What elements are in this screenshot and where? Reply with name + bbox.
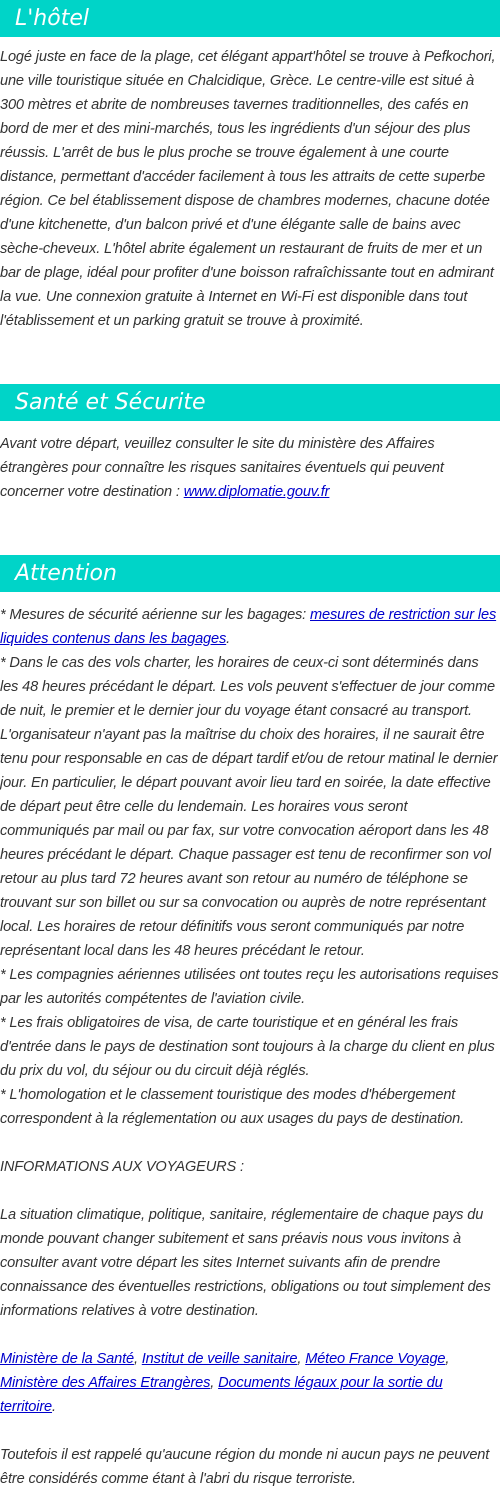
link-meteo-france[interactable]: Méteo France Voyage xyxy=(305,1351,446,1367)
section-title-health: Santé et Sécurite xyxy=(0,384,500,421)
situation-text: La situation climatique, politique, sanitaire, réglementaire de chaque pays du monde pouvant changer subitement et sans préavis nous vous invitons à consulter avant votre départ les sites Internet suivants afin de prendre connaissance des éventuelles restrictions, obligations ou tout simplement des informations relatives à votre destination. xyxy=(0,1207,491,1319)
baggage-prefix: * Mesures de sécurité aérienne sur les bagages: xyxy=(0,607,310,623)
diplomatie-link[interactable]: www.diplomatie.gouv.fr xyxy=(183,484,330,500)
section-title-attention: Attention xyxy=(0,555,500,592)
link-ministere-sante[interactable]: Ministère de la Santé xyxy=(0,1351,134,1367)
liquids-restriction-link[interactable]: mesures de restriction sur les liquides contenus dans les bagages xyxy=(0,607,497,647)
attention-content xyxy=(0,603,500,1491)
health-text xyxy=(0,432,500,504)
health-description: Avant votre départ, veuillez consulter le site du ministère des Affaires étrangères pour connaître les risques sanitaires éventuels qui peuvent concerner votre destination : xyxy=(0,436,444,500)
link-documents-legaux[interactable]: Documents légaux pour la sortie du territoire xyxy=(0,1375,443,1415)
info-heading: INFORMATIONS AUX VOYAGEURS : xyxy=(0,1159,244,1175)
link-separator: , xyxy=(133,1351,142,1367)
links-end: . xyxy=(52,1399,56,1415)
link-affaires-etrangeres[interactable]: Ministère des Affaires Etrangères xyxy=(0,1375,211,1391)
link-separator: , xyxy=(445,1351,450,1367)
baggage-suffix: . xyxy=(226,631,231,647)
link-separator: , xyxy=(210,1375,219,1391)
useful-links xyxy=(0,1347,500,1419)
charter-note: * Dans le cas des vols charter, les horaires de ceux-ci sont déterminés dans les 48 heures précédant le départ. Les vols peuvent s'effectuer de jour comme de nuit, le premier et le dernier jour du voyage étant consacré au transport. L'organisateur n'ayant pas la maîtrise du choix des horaires, il ne saurait être tenu pour responsable en cas de départ tardif et/ou de retour matinal le dernier jour. En particulier, le départ pouvant avoir lieu tard en soirée, la date effective de départ peut être celle du lendemain. Les horaires vous seront communiqués par mail ou par fax, sur votre convocation aéroport dans les 48 heures précédant le départ. Chaque passager est tenu de reconfirmer son vol retour au plus tard 72 heures avant son retour au numéro de téléphone se trouvant sur son billet ou sur sa convocation ou auprès de notre représentant local. Les horaires de retour définitifs vous seront communiqués par notre représentant local dans les 48 heures précédant le retour. xyxy=(0,655,498,959)
baggage-note xyxy=(0,603,500,651)
hotel-description: Logé juste en face de la plage, cet élégant appart'hôtel se trouve à Pefkochori, une ville touristique située en Chalcidique, Grèce. Le centre-ville est situé à 300 mètres et abrite de nombreuses tavernes traditionnelles, des cafés en bord de mer et des mini-marchés, tous les ingrédients d'un séjour des plus réussis. L'arrêt de bus le plus proche se trouve également à une courte distance, permettant d'accéder facilement à tous les attraits de cette superbe région. Ce bel établissement dispose de chambres modernes, chacune dotée d'une kitchenette, d'un balcon privé et d'une élégante salle de bains avec sèche-cheveux. L'hôtel abrite également un restaurant de fruits de mer et un bar de plage, idéal pour profiter d'une boisson rafraîchissante tout en admirant la vue. Une connexion gratuite à Internet en Wi-Fi est disponible dans tout l'établissement et un parking gratuit se trouve à proximité. xyxy=(0,49,496,329)
homologation-note: * L'homologation et le classement touristique des modes d'hébergement correspondent à la réglementation ou aux usages du pays de destination. xyxy=(0,1087,464,1127)
terror-note: Toutefois il est rappelé qu'aucune région du monde ni aucun pays ne peuvent être considérés comme étant à l'abri du risque terroriste. xyxy=(0,1447,490,1487)
link-institut-veille[interactable]: Institut de veille sanitaire xyxy=(141,1351,298,1367)
airlines-note: * Les compagnies aériennes utilisées ont toutes reçu les autorisations requises par les autorités compétentes de l'aviation civile. xyxy=(0,967,499,1007)
link-separator: , xyxy=(297,1351,306,1367)
fees-note: * Les frais obligatoires de visa, de carte touristique et en général les frais d'entrée dans le pays de destination sont toujours à la charge du client en plus du prix du vol, du séjour ou du circuit déjà réglés. xyxy=(0,1015,495,1079)
section-title-hotel: L'hôtel xyxy=(0,0,500,37)
